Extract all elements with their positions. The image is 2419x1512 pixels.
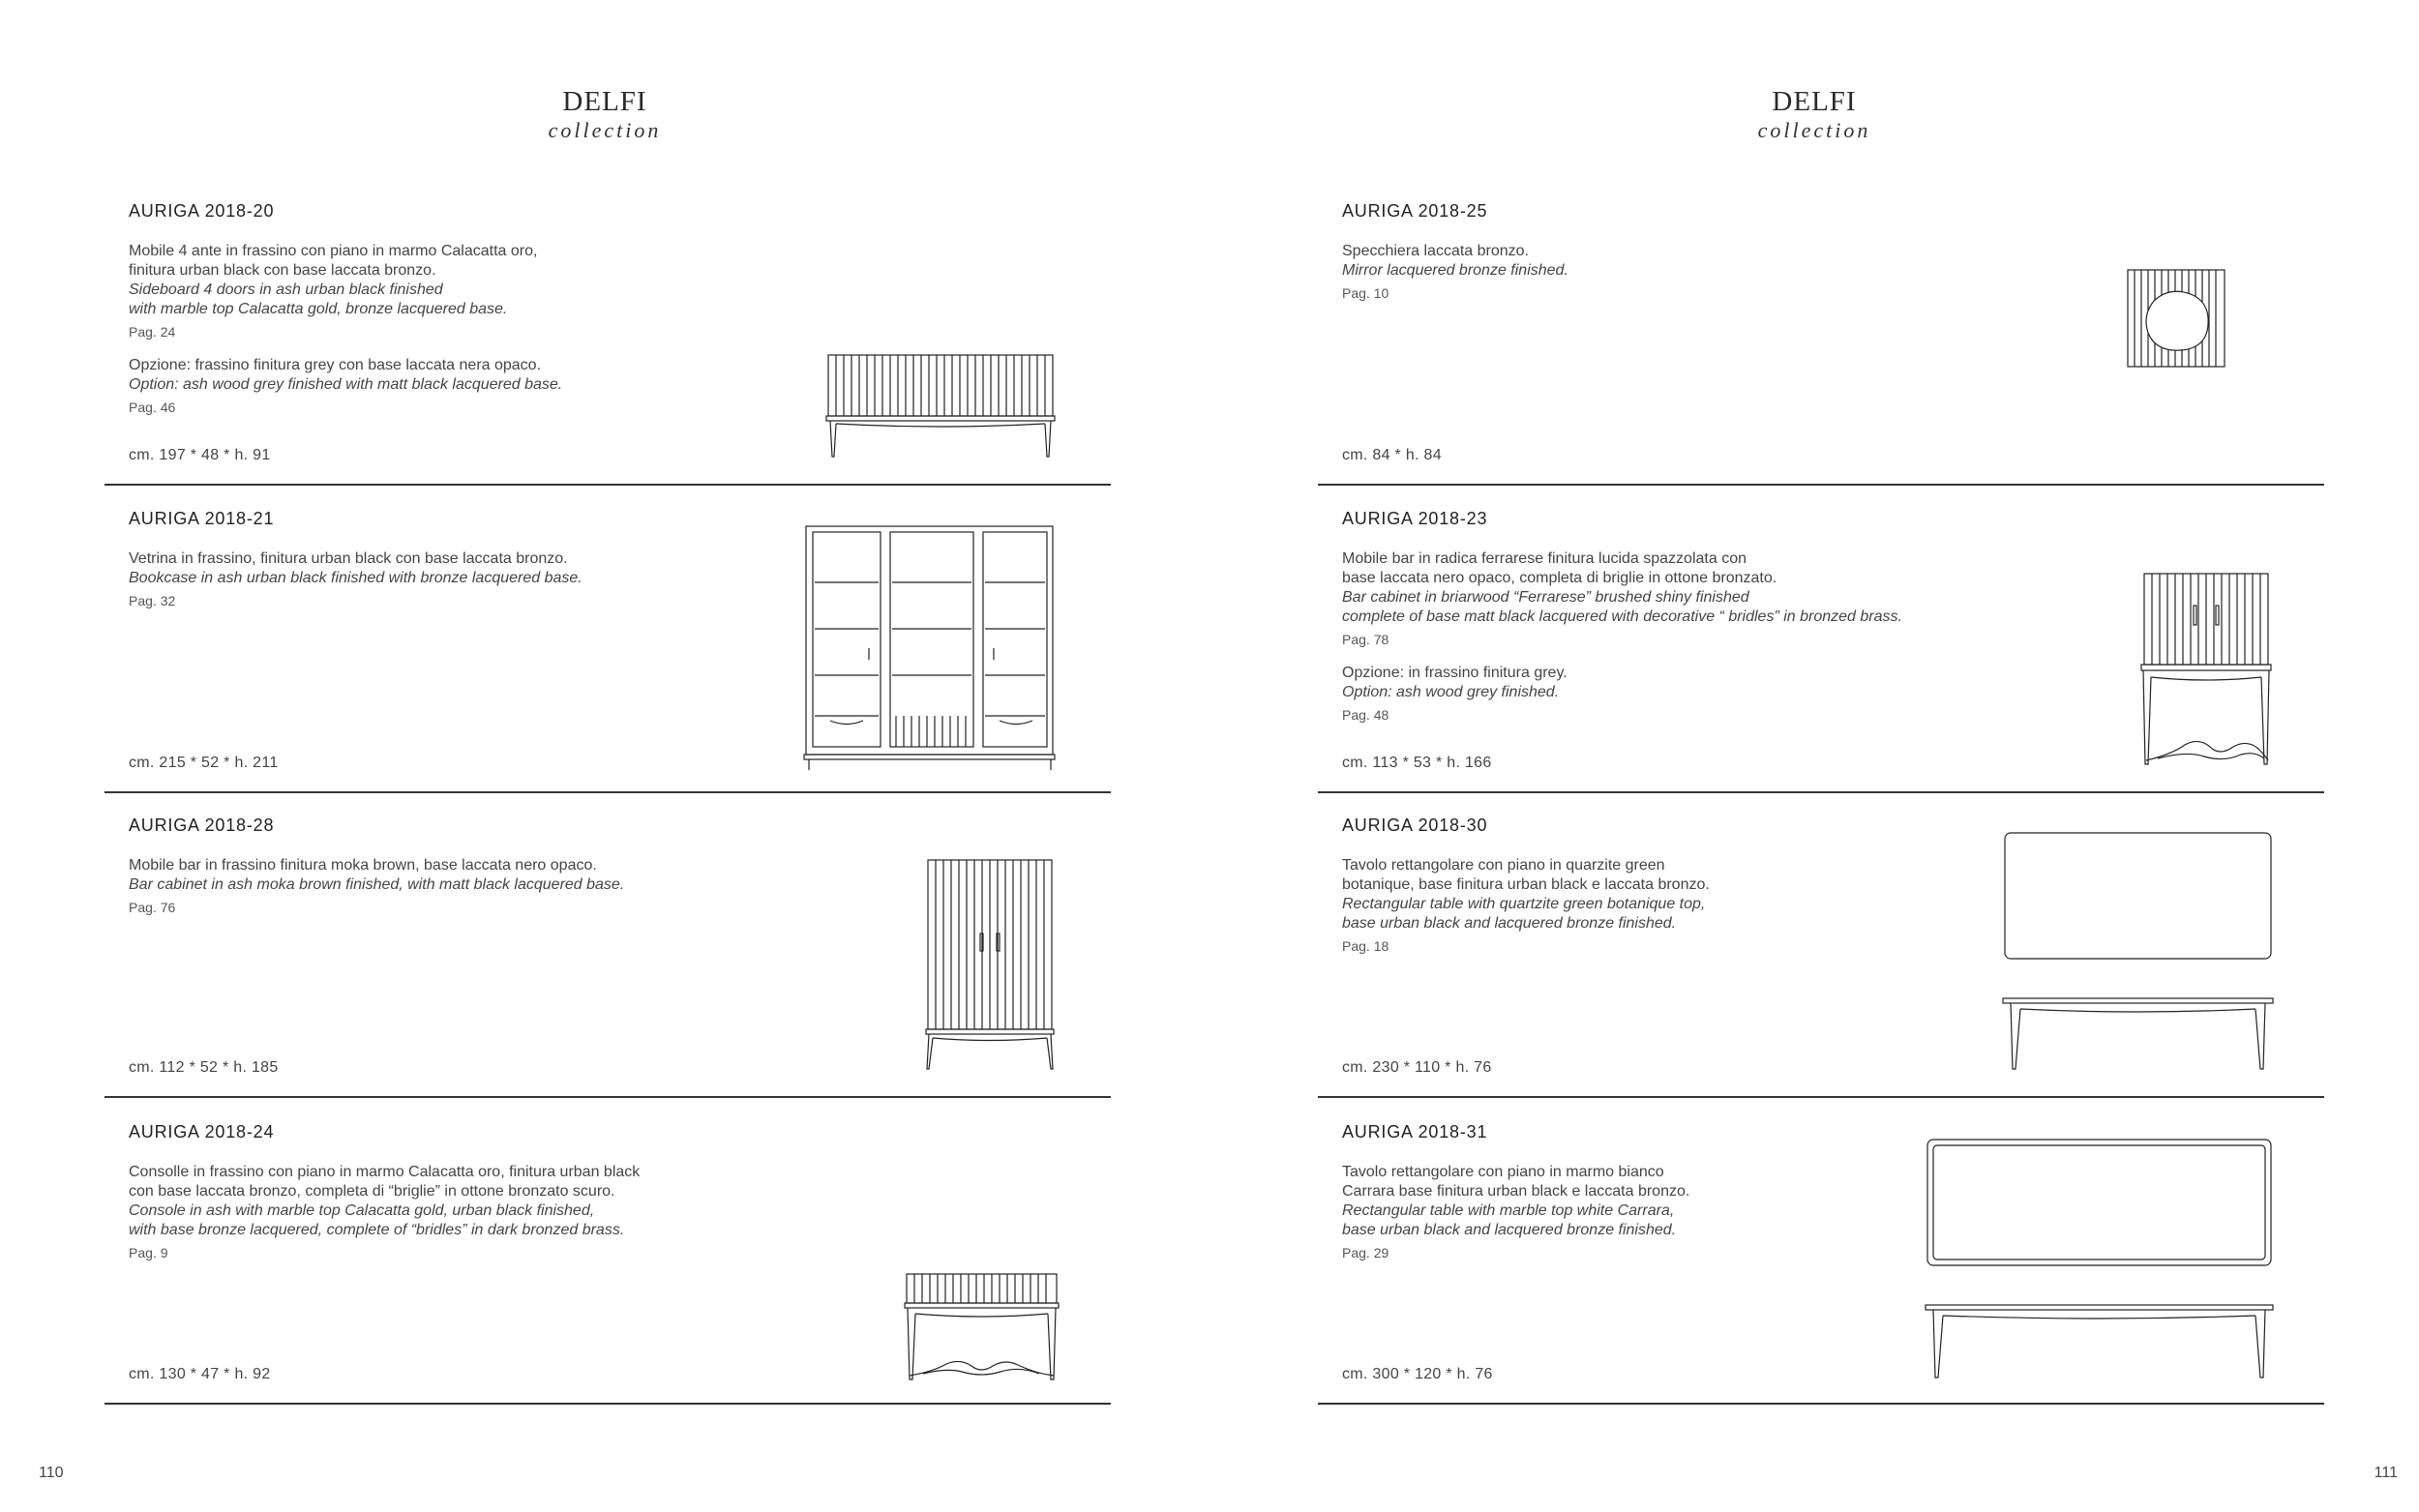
description-it: Vetrina in frassino, finitura urban black con base laccata bronzo. (129, 550, 568, 567)
description-en: complete of base matt black lacquered with decorative “ bridles” in bronzed brass. (1342, 608, 1902, 625)
page-reference: Pag. 9 (129, 1245, 168, 1260)
page-reference: Pag. 10 (1342, 285, 1389, 301)
product-entry (105, 503, 1111, 793)
product-entry (1318, 503, 2324, 793)
description-it: con base laccata bronzo, completa di “briglie” in ottone bronzato scuro. (129, 1183, 615, 1200)
page-reference: Pag. 32 (129, 593, 176, 608)
bar-cabinet-drawing (2138, 571, 2279, 779)
product-code: AURIGA 2018-24 (129, 1122, 275, 1141)
dimensions: cm. 113 * 53 * h. 166 (1342, 755, 1492, 771)
product-description (1342, 242, 2019, 317)
description-en: Mirror lacquered bronze finished. (1342, 262, 1568, 279)
product-code: AURIGA 2018-23 (1342, 509, 1488, 528)
table-300-drawing (1924, 1136, 2282, 1392)
brand-title: DELFI (1772, 86, 1857, 117)
description-en: Sideboard 4 doors in ash urban black finished (129, 282, 443, 298)
section-divider (1318, 1096, 2324, 1098)
product-entry (1318, 810, 2324, 1098)
description-it: Mobile bar in radica ferrarese finitura lucida spazzolata con (1342, 550, 1747, 567)
section-divider (1318, 484, 2324, 486)
page-reference: Pag. 24 (129, 324, 176, 340)
brand-title: DELFI (562, 86, 647, 117)
page-reference: Pag. 29 (1342, 1245, 1389, 1260)
description-en: with base bronze lacquered, complete of “bridles” in dark bronzed brass. (129, 1222, 625, 1238)
description-en: Rectangular table with marble top white Carrara, (1342, 1202, 1675, 1219)
option-it: Opzione: in frassino finitura grey. (1342, 665, 1568, 681)
product-description (1342, 1163, 2019, 1277)
page-reference: Pag. 76 (129, 900, 176, 915)
page-reference: Pag. 46 (129, 400, 176, 415)
slat-lines (836, 355, 1045, 416)
dimensions: cm. 84 * h. 84 (1342, 447, 1442, 463)
description-en: Bookcase in ash urban black finished with bronze lacquered base. (129, 570, 582, 586)
dimensions: cm. 215 * 52 * h. 211 (129, 755, 279, 771)
product-code: AURIGA 2018-20 (129, 201, 275, 221)
product-description (129, 549, 806, 625)
product-code: AURIGA 2018-28 (129, 815, 275, 835)
description-en: base urban black and lacquered bronze finished. (1342, 1222, 1677, 1238)
right-page (1210, 0, 2419, 1512)
description-it: finitura urban black con base laccata bronzo. (129, 262, 436, 279)
product-code: AURIGA 2018-31 (1342, 1122, 1488, 1141)
description-en: Bar cabinet in briarwood “Ferrarese” brushed shiny finished (1342, 589, 1749, 606)
description-en: Console in ash with marble top Calacatta gold, urban black finished, (129, 1202, 595, 1219)
console-drawing (904, 1271, 1063, 1392)
option-en: Option: ash wood grey finished with matt black lacquered base. (129, 376, 563, 393)
product-description (129, 242, 806, 431)
sideboard-drawing (826, 350, 1059, 466)
description-it: Specchiera laccata bronzo. (1342, 243, 1529, 259)
description-en: with marble top Calacatta gold, bronze lacquered base. (129, 301, 508, 317)
product-code: AURIGA 2018-21 (129, 509, 275, 528)
product-description (1342, 856, 2019, 970)
section-divider (105, 1096, 1111, 1098)
bookcase-drawing (801, 522, 1062, 779)
page-header (1210, 85, 2419, 143)
tall-bar-cabinet-drawing (923, 858, 1059, 1081)
product-description (1342, 549, 2019, 739)
page-number: 110 (39, 1465, 64, 1481)
option-it: Opzione: frassino finitura grey con base laccata nera opaco. (129, 357, 542, 373)
collection-subtitle: collection (1757, 118, 1871, 142)
product-entry (105, 810, 1111, 1098)
collection-subtitle: collection (548, 118, 662, 142)
description-it: Carrara base finitura urban black e laccata bronzo. (1342, 1183, 1690, 1200)
description-it: Tavolo rettangolare con piano in quarzite green (1342, 857, 1665, 874)
product-code: AURIGA 2018-30 (1342, 815, 1488, 835)
page-reference: Pag. 48 (1342, 707, 1389, 723)
dimensions: cm. 300 * 120 * h. 76 (1342, 1366, 1493, 1382)
description-it: Tavolo rettangolare con piano in marmo bianco (1342, 1164, 1664, 1180)
table-230-drawing (2001, 829, 2282, 1081)
page-reference: Pag. 78 (1342, 632, 1389, 647)
product-description (129, 856, 806, 932)
product-code: AURIGA 2018-25 (1342, 201, 1488, 221)
mirror-drawing (2125, 267, 2231, 373)
dimensions: cm. 197 * 48 * h. 91 (129, 447, 271, 463)
description-it: botanique, base finitura urban black e laccata bronzo. (1342, 876, 1710, 893)
page-header (0, 85, 1210, 143)
product-entry (105, 195, 1111, 486)
option-en: Option: ash wood grey finished. (1342, 684, 1560, 700)
dimensions: cm. 112 * 52 * h. 185 (129, 1059, 279, 1076)
product-entry (1318, 195, 2324, 486)
section-divider (1318, 1403, 2324, 1405)
description-it: Mobile bar in frassino finitura moka brown, base laccata nero opaco. (129, 857, 597, 874)
description-it: base laccata nero opaco, completa di briglie in ottone bronzato. (1342, 570, 1777, 586)
product-description (129, 1163, 806, 1277)
description-it: Mobile 4 ante in frassino con piano in marmo Calacatta oro, (129, 243, 538, 259)
dimensions: cm. 130 * 47 * h. 92 (129, 1366, 271, 1382)
product-entry (1318, 1116, 2324, 1405)
page-number: 111 (2374, 1465, 2398, 1481)
section-divider (1318, 791, 2324, 793)
product-entry (105, 1116, 1111, 1405)
description-en: base urban black and lacquered bronze finished. (1342, 915, 1677, 932)
dimensions: cm. 230 * 110 * h. 76 (1342, 1059, 1492, 1076)
page-reference: Pag. 18 (1342, 938, 1389, 954)
description-en: Rectangular table with quartzite green botanique top, (1342, 896, 1706, 912)
section-divider (105, 1403, 1111, 1405)
description-en: Bar cabinet in ash moka brown finished, with matt black lacquered base. (129, 876, 625, 893)
description-it: Consolle in frassino con piano in marmo Calacatta oro, finitura urban black (129, 1164, 641, 1180)
section-divider (105, 791, 1111, 793)
section-divider (105, 484, 1111, 486)
